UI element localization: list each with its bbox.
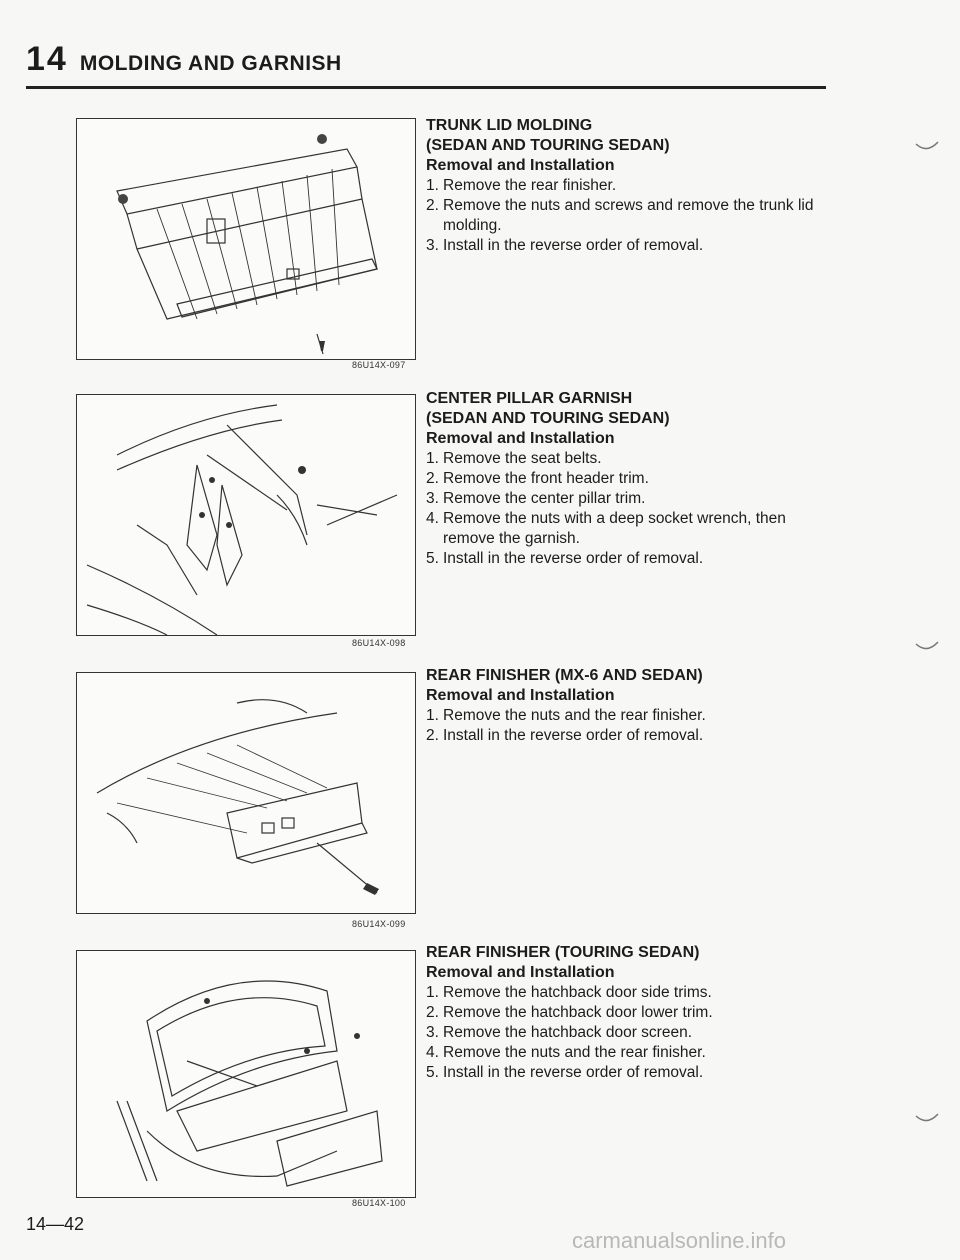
step — [426, 1023, 836, 1043]
step-number: 4. — [426, 1044, 439, 1061]
figure-center-pillar-garnish — [76, 394, 416, 636]
step-number: 3. — [426, 490, 439, 507]
step-number: 3. — [426, 1024, 439, 1041]
step — [426, 489, 836, 509]
step-text: Remove the hatchback door screen. — [443, 1024, 692, 1041]
figure-trunk-lid-molding — [76, 118, 416, 360]
step — [426, 196, 836, 236]
step-number: 2. — [426, 727, 439, 744]
step-number: 1. — [426, 984, 439, 1001]
step-text: Install in the reverse order of removal. — [443, 1064, 704, 1081]
figure-code: 86U14X-099 — [352, 919, 406, 929]
step-number: 2. — [426, 1004, 439, 1021]
step — [426, 549, 836, 569]
step — [426, 983, 836, 1003]
chapter-title: MOLDING AND GARNISH — [79, 52, 342, 75]
step-text: Remove the seat belts. — [443, 450, 602, 467]
step-text: Remove the rear finisher. — [443, 177, 617, 194]
section-title-line2: (SEDAN AND TOURING SEDAN) — [426, 410, 670, 427]
step-number: 4. — [426, 510, 439, 527]
step — [426, 1043, 836, 1063]
step-text: Install in the reverse order of removal. — [443, 550, 704, 567]
section-title: TRUNK LID MOLDING — [426, 117, 593, 134]
step-text: Remove the nuts and screws and remove the trunk lid molding. — [443, 197, 814, 234]
section-subtitle: Removal and Installation — [426, 157, 615, 174]
section-title: REAR FINISHER (MX-6 AND SEDAN) — [426, 667, 703, 684]
chapter-number: 14 — [26, 40, 68, 78]
step-number: 1. — [426, 450, 439, 467]
step-text: Remove the nuts and the rear finisher. — [443, 707, 706, 724]
section-title-line2: (SEDAN AND TOURING SEDAN) — [426, 137, 670, 154]
step — [426, 236, 836, 256]
step-text: Remove the hatchback door lower trim. — [443, 1004, 713, 1021]
margin-mark — [914, 140, 940, 154]
page-header — [26, 40, 342, 79]
step — [426, 449, 836, 469]
center-pillar-garnish-illustration — [77, 395, 415, 635]
rear-finisher-touring-illustration — [77, 951, 415, 1197]
trunk-lid-molding-illustration — [77, 119, 415, 359]
page-number: 14—42 — [26, 1214, 85, 1234]
step-number: 5. — [426, 1064, 439, 1081]
step-number: 1. — [426, 177, 439, 194]
step — [426, 1003, 836, 1023]
step-text: Remove the nuts and the rear finisher. — [443, 1044, 706, 1061]
figure-rear-finisher-touring-sedan — [76, 950, 416, 1198]
step — [426, 726, 836, 746]
margin-mark — [914, 1112, 940, 1126]
step-text: Install in the reverse order of removal. — [443, 727, 704, 744]
step-text: Install in the reverse order of removal. — [443, 237, 704, 254]
section-title: REAR FINISHER (TOURING SEDAN) — [426, 944, 700, 961]
step — [426, 1063, 836, 1083]
step-number: 3. — [426, 237, 439, 254]
header-rule — [26, 86, 826, 89]
step — [426, 706, 836, 726]
watermark: carmanualsonline.info — [572, 1228, 787, 1253]
section-subtitle: Removal and Installation — [426, 964, 615, 981]
rear-finisher-mx6-illustration — [77, 673, 415, 913]
step-text: Remove the nuts with a deep socket wrench, then remove the garnish. — [443, 510, 786, 547]
figure-code: 86U14X-100 — [352, 1198, 406, 1208]
step — [426, 176, 836, 196]
margin-mark — [914, 640, 940, 654]
section-subtitle: Removal and Installation — [426, 687, 615, 704]
step-number: 2. — [426, 197, 439, 214]
section-center-pillar-garnish — [426, 389, 836, 569]
step-text: Remove the front header trim. — [443, 470, 649, 487]
step-number: 2. — [426, 470, 439, 487]
section-title: CENTER PILLAR GARNISH — [426, 390, 633, 407]
figure-rear-finisher-mx6-sedan — [76, 672, 416, 914]
figure-code: 86U14X-098 — [352, 638, 406, 648]
step-text: Remove the hatchback door side trims. — [443, 984, 712, 1001]
section-trunk-lid-molding — [426, 116, 836, 256]
section-rear-finisher-mx6-sedan — [426, 666, 836, 746]
figure-code: 86U14X-097 — [352, 360, 406, 370]
step — [426, 469, 836, 489]
section-rear-finisher-touring-sedan — [426, 943, 836, 1083]
step-text: Remove the center pillar trim. — [443, 490, 646, 507]
section-subtitle: Removal and Installation — [426, 430, 615, 447]
step-number: 1. — [426, 707, 439, 724]
step-number: 5. — [426, 550, 439, 567]
step — [426, 509, 836, 549]
